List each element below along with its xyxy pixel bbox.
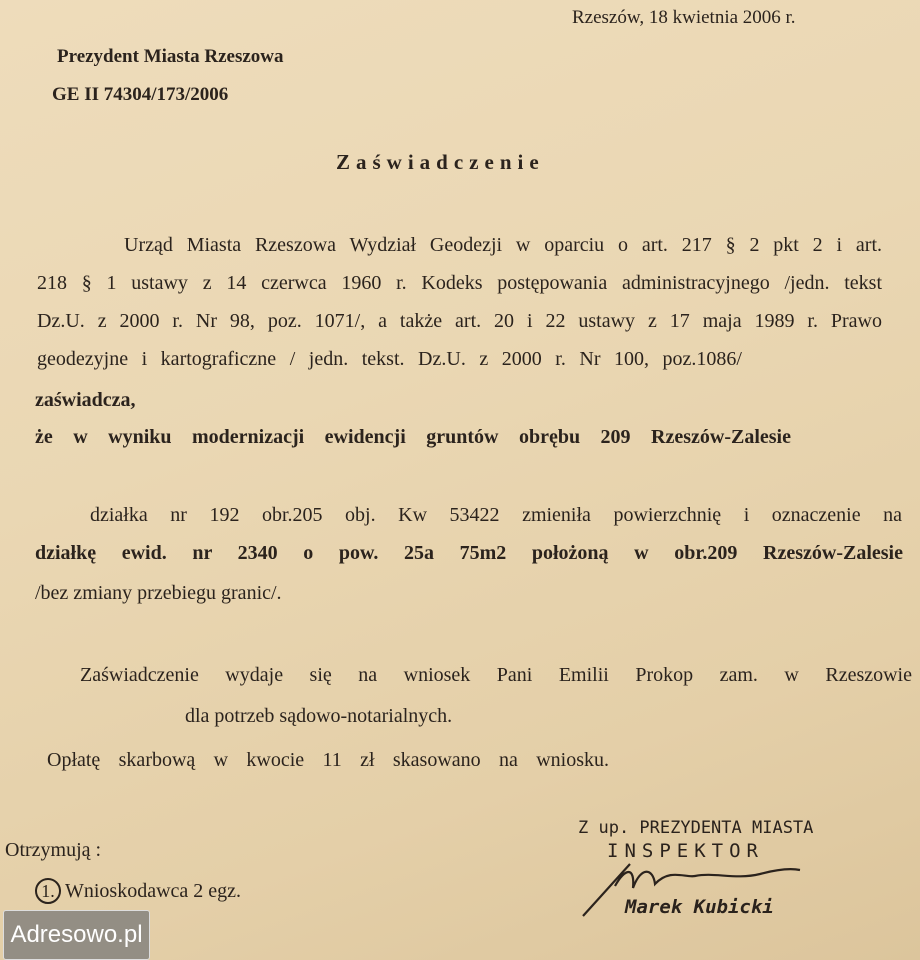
signatory-name: Marek Kubicki <box>625 896 774 918</box>
stamp-line: Z up. PREZYDENTA MIASTA <box>578 818 814 838</box>
parcel-line: działkę ewid. nr 2340 o pow. 25a 75m2 położoną w obr.209 Rzeszów-Zalesie <box>35 542 903 564</box>
place-date: Rzeszów, 18 kwietnia 2006 r. <box>572 7 796 28</box>
parcel-line: działka nr 192 obr.205 obj. Kw 53422 zmieniła powierzchnię i oznaczenie na <box>90 504 902 526</box>
request-line: dla potrzeb sądowo-notarialnych. <box>185 705 453 727</box>
statement: że w wyniku modernizacji ewidencji gruntów obrębu 209 Rzeszów-Zalesie <box>35 426 791 448</box>
recipients-label: Otrzymują : <box>5 839 102 861</box>
parcel-line: /bez zmiany przebiegu granic/. <box>35 582 282 604</box>
stamp-title: INSPEKTOR <box>607 840 764 862</box>
certifies-word: zaświadcza, <box>35 389 136 411</box>
fee-line: Opłatę skarbową w kwocie 11 zł skasowano na wniosku. <box>47 749 609 771</box>
watermark-badge: Adresowo.pl <box>3 910 150 960</box>
item-number: 1. <box>35 878 61 904</box>
document-title: Zaświadczenie <box>336 150 545 174</box>
recipient-item <box>35 878 241 904</box>
issuer: Prezydent Miasta Rzeszowa <box>57 46 284 67</box>
recipient-text: Wnioskodawca 2 egz. <box>65 880 242 902</box>
paragraph-line: 218 § 1 ustawy z 14 czerwca 1960 r. Kodeks postępowania administracyjnego /jedn. tekst <box>37 272 882 294</box>
reference-number: GE II 74304/173/2006 <box>52 84 229 105</box>
paragraph-line: Dz.U. z 2000 r. Nr 98, poz. 1071/, a także art. 20 i 22 ustawy z 17 maja 1989 r. Prawo <box>37 310 882 332</box>
paragraph-line: geodezyjne i kartograficzne / jedn. tekst. Dz.U. z 2000 r. Nr 100, poz.1086/ <box>37 348 742 370</box>
request-line: Zaświadczenie wydaje się na wniosek Pani Emilii Prokop zam. w Rzeszowie <box>80 664 912 686</box>
paragraph-line: Urząd Miasta Rzeszowa Wydział Geodezji w oparciu o art. 217 § 2 pkt 2 i art. <box>124 234 882 256</box>
